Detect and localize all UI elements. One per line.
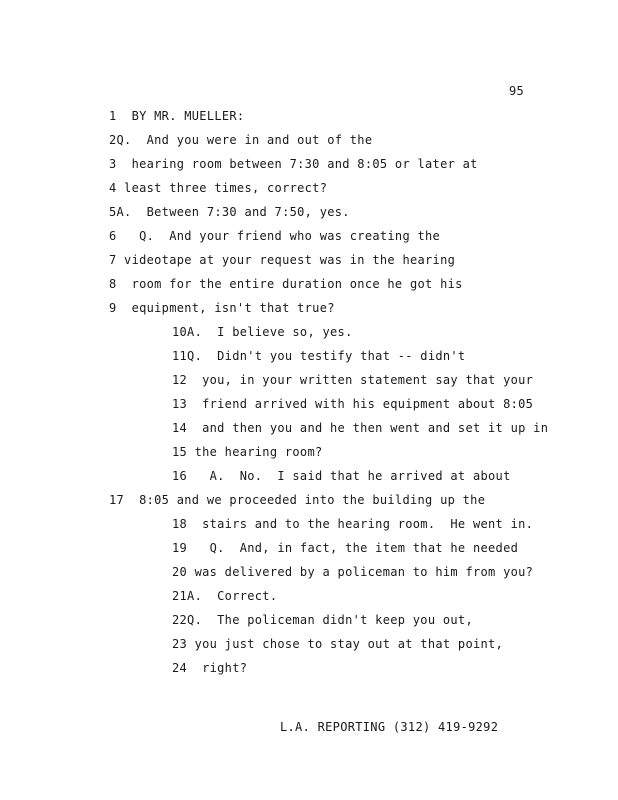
transcript-line-9: 9 equipment, isn't that true? xyxy=(109,301,335,315)
transcript-line-11: 11Q. Didn't you testify that -- didn't xyxy=(172,349,466,363)
transcript-line-16: 16 A. No. I said that he arrived at about xyxy=(172,469,511,483)
transcript-line-24: 24 right? xyxy=(172,661,248,675)
transcript-line-18: 18 stairs and to the hearing room. He went in. xyxy=(172,517,534,531)
transcript-line-2: 2Q. And you were in and out of the xyxy=(109,133,373,147)
transcript-line-21: 21A. Correct. xyxy=(172,589,278,603)
transcript-line-15: 15 the hearing room? xyxy=(172,445,323,459)
transcript-line-23: 23 you just chose to stay out at that point, xyxy=(172,637,504,651)
transcript-line-1: 1 BY MR. MUELLER: xyxy=(109,109,245,123)
transcript-line-13: 13 friend arrived with his equipment about 8:05 xyxy=(172,397,534,411)
transcript-line-17: 17 8:05 and we proceeded into the building up the xyxy=(109,493,486,507)
transcript-line-3: 3 hearing room between 7:30 and 8:05 or later at xyxy=(109,157,478,171)
transcript-line-14: 14 and then you and he then went and set it up in xyxy=(172,421,549,435)
transcript-line-6: 6 Q. And your friend who was creating the xyxy=(109,229,441,243)
transcript-line-12: 12 you, in your written statement say that your xyxy=(172,373,534,387)
transcript-line-20: 20 was delivered by a policeman to him from you? xyxy=(172,565,534,579)
transcript-line-19: 19 Q. And, in fact, the item that he needed xyxy=(172,541,519,555)
transcript-line-4: 4 least three times, correct? xyxy=(109,181,328,195)
transcript-line-10: 10A. I believe so, yes. xyxy=(172,325,353,339)
reporter-footer: L.A. REPORTING (312) 419-9292 xyxy=(280,720,499,734)
transcript-line-8: 8 room for the entire duration once he got his xyxy=(109,277,463,291)
page-number: 95 xyxy=(509,84,525,98)
transcript-line-22: 22Q. The policeman didn't keep you out, xyxy=(172,613,473,627)
transcript-line-5: 5A. Between 7:30 and 7:50, yes. xyxy=(109,205,350,219)
transcript-line-7: 7 videotape at your request was in the hearing xyxy=(109,253,456,267)
